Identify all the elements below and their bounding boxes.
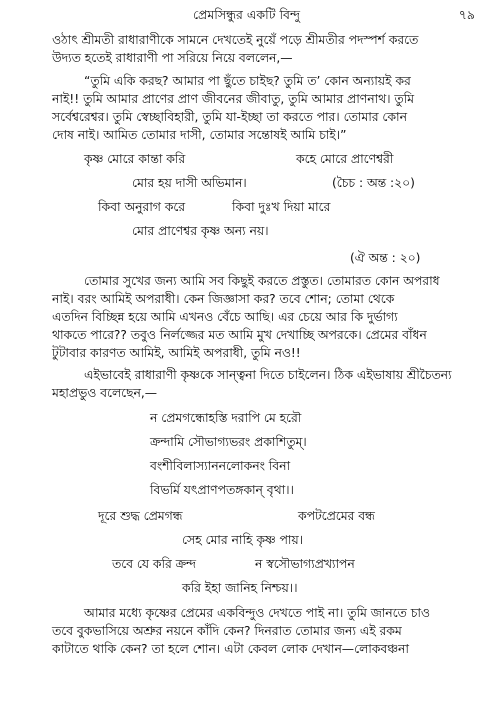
running-header-title: প্রেমসিন্ধুর একটি বিন্দু	[192, 7, 301, 22]
verse-reference: (ঐ অন্ত : ২০)	[350, 251, 421, 265]
verse-line: তবে যে করি ক্রন্দ	[112, 557, 196, 571]
paragraph-line: থাকতে পারে?? তবুও নির্লজ্জের মত আমি মুখ দেখাচ্ছি অপরকে। প্রেমের বাঁধন	[52, 328, 427, 342]
verse-line: মোর হয় দাসী অভিমান।	[132, 176, 247, 190]
verse-line: কহে মোরে প্রাণেশ্বরী	[296, 152, 394, 166]
quote-line: দোষ নাই। আমিত তোমার দাসী, তোমার সন্তোষই আমি চাই।”	[52, 128, 347, 142]
paragraph-line: আমার মধ্যে কৃষ্ণের প্রেমের একবিন্দুও দেখতে পাই না। তুমি জানতে চাও	[84, 606, 430, 620]
paragraph-line: তোমার সুখের জন্য আমি সব কিছুই করতে প্রস্তুত। তোমারত কোন অপরাধ	[84, 274, 440, 288]
verse-line: কিবা অনুরাগ করে	[98, 200, 186, 214]
quote-line: “তুমি একি করছ? আমার পা ছুঁতে চাইছ? তুমি ত’ কোন অন্যায়ই কর	[84, 74, 411, 88]
paragraph-line: কাটাতে থাকি কেন? তা হলে শোন। এটা কেবল লোক দেখান—লোকবঞ্চনা	[52, 642, 409, 656]
verse-line: কপটপ্রেমের বন্ধ	[298, 509, 375, 523]
paragraph-line: নাই। বরং আমিই অপরাধী। কেন জিজ্ঞাসা কর? তবে শোন; তোমা থেকে	[52, 292, 395, 306]
verse-line: সেহ মোর নাহি কৃষ্ণ পায়।	[182, 533, 304, 547]
paragraph-line: উদ্যত হতেই রাধারাণী পা সরিয়ে নিয়ে বললেন,—	[52, 51, 293, 65]
verse-line: ন স্বসৌভাগ্যপ্রখ্যাপন	[255, 557, 355, 571]
sloka-line: বংশীবিলাস্যাননলোকনং বিনা	[150, 459, 291, 473]
paragraph-line: এতদিন বিচ্ছিন্ন হয়ে আমি এখনও বেঁচে আছি। এর চেয়ে আর কি দুর্ভাগ্য	[52, 310, 398, 324]
sloka-line: বিভর্মি যৎপ্রাণপতঙ্গকান্ বৃথা।।	[150, 483, 294, 497]
verse-line: করি ইহা জানিহ নিশ্চয়।।	[182, 581, 298, 595]
sloka-line: ন প্রেমগন্ধোহস্তি দরাপি মে হরৌ	[150, 411, 302, 425]
paragraph-line: ওঠাৎ শ্রীমতী রাধারাণীকে সামনে দেখতেই নুয়েঁ পড়ে শ্রীমতীর পদস্পর্শ করতে	[52, 33, 419, 47]
paragraph-line: তবে বুকভাসিয়ে অশ্রুর নয়নে কাঁদি কেন? দিনরাত তোমার জন্য এই রকম	[52, 624, 402, 638]
paragraph-line: টুটাবার কারণত আমিই, আমিই অপরাধী, তুমি নও!!	[52, 346, 301, 360]
paragraph-line: মহাপ্রভুও বলেছেন,—	[52, 386, 158, 400]
verse-reference: (চৈচ : অন্ত :২০)	[332, 176, 415, 190]
paragraph-line: এইভাবেই রাধারাণী কৃষ্ণকে সান্ত্বনা দিতে চাইলেন। ঠিক এইভাষায় শ্রীচৈতন্য	[84, 368, 452, 382]
verse-line: কিবা দুঃখ দিয়া মারে	[232, 200, 331, 214]
verse-line: কৃষ্ণ মোরে কান্তা করি	[84, 152, 186, 166]
quote-line: নাই!! তুমি আমার প্রাণের প্রাণ জীবনের জীবাতু, তুমি আমার প্রাণনাথ। তুমি	[52, 92, 414, 106]
quote-line: সর্বেশ্বরেশ্বর। তুমি স্বেচ্ছাবিহারী, তুমি যা-ইচ্ছা তা করতে পার। তোমার কোন	[52, 110, 407, 124]
sloka-line: ক্রন্দামি সৌভাগ্যভরং প্রকাশিতুম্।	[150, 435, 307, 449]
page-number: ৭৯	[458, 7, 475, 22]
verse-line: মোর প্রাণেশ্বর কৃষ্ণ অন্য নয়।	[132, 224, 269, 238]
verse-line: দূরে শুদ্ধ প্রেমগন্ধ	[98, 509, 183, 523]
